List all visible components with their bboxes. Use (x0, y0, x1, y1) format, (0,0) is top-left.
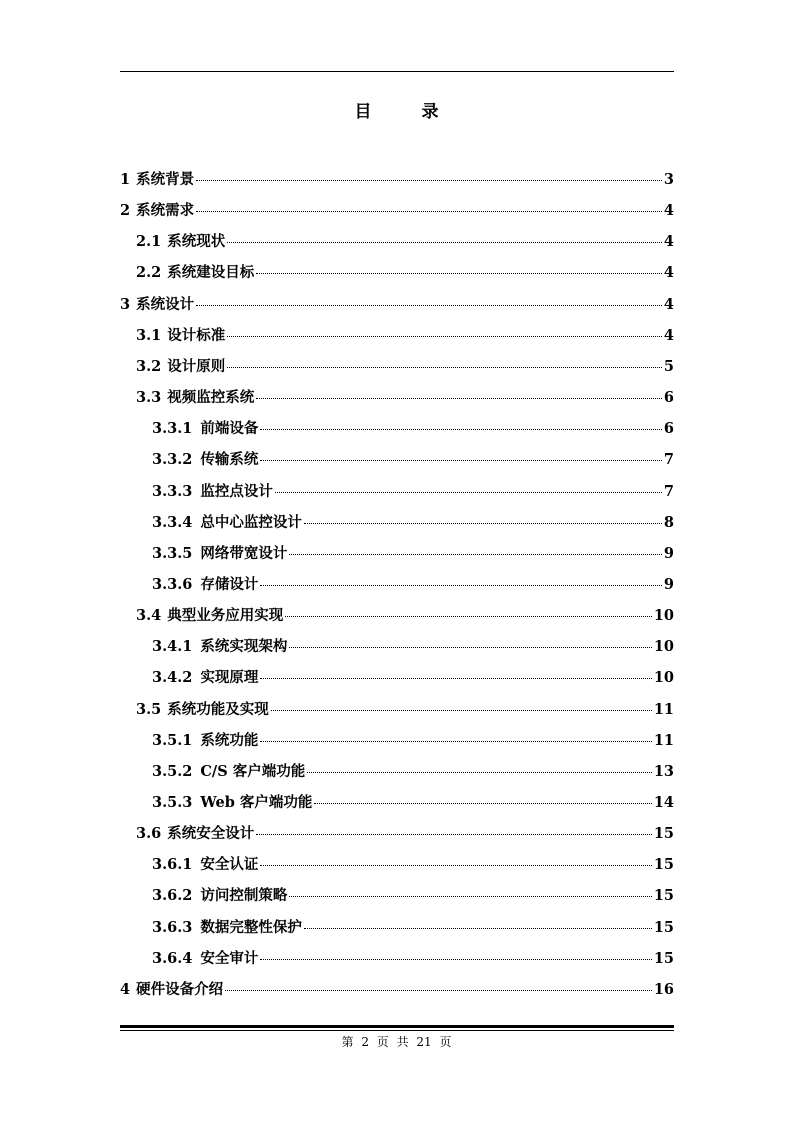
toc-dot-leader (275, 492, 662, 493)
toc-entry-number: 2.1 (136, 233, 162, 251)
toc-entry[interactable] (136, 324, 674, 346)
toc-entry[interactable] (152, 480, 674, 502)
toc-entry-page-number: 3 (663, 171, 674, 188)
toc-entry-label: 系统现状 (167, 233, 226, 251)
toc-dot-leader (304, 928, 652, 929)
toc-dot-leader (289, 647, 651, 648)
toc-entry-page-number: 9 (663, 544, 674, 562)
toc-entry-label: 监控点设计 (200, 482, 273, 500)
toc-entry-label: 系统设计 (136, 295, 195, 313)
toc-entry-page-number: 14 (653, 794, 674, 811)
toc-dot-leader (260, 865, 651, 866)
toc-entry-number: 3.5.3 (152, 794, 193, 811)
toc-entry[interactable] (152, 884, 674, 906)
toc-entry-number: 1 (120, 171, 131, 188)
toc-entry-label: 系统安全设计 (167, 825, 255, 843)
toc-entry-page-number: 9 (663, 575, 674, 593)
toc-entry[interactable] (136, 230, 674, 252)
toc-entry-number: 2.2 (136, 264, 162, 282)
toc-entry-number: 3.6 (136, 825, 162, 843)
toc-entry[interactable] (152, 511, 674, 533)
toc-entry-page-number: 4 (663, 202, 674, 220)
toc-entry-label: 系统功能 (200, 731, 259, 749)
toc-entry-page-number: 10 (653, 638, 674, 656)
toc-entry[interactable] (152, 635, 674, 657)
toc-entry-label: 硬件设备介绍 (136, 980, 224, 998)
toc-entry-page-number: 13 (653, 762, 674, 780)
toc-entry-page-number: 7 (663, 451, 674, 469)
toc-entry-page-number: 16 (653, 980, 674, 998)
toc-entry[interactable] (152, 916, 674, 938)
toc-entry-number: 3.4.2 (152, 669, 193, 687)
toc-entry[interactable] (152, 947, 674, 969)
toc-entry[interactable] (152, 542, 674, 564)
toc-entry-label: 传输系统 (200, 451, 259, 469)
header-rule (120, 71, 674, 72)
toc-entry[interactable] (152, 791, 674, 813)
toc-entry-page-number: 15 (653, 856, 674, 874)
toc-entry-page-number: 10 (653, 669, 674, 687)
toc-entry-number: 3.6.2 (152, 887, 193, 905)
toc-dot-leader (196, 180, 662, 181)
toc-entry[interactable] (152, 666, 674, 688)
toc-entry-label: C/S 客户端功能 (200, 762, 306, 780)
page-footer: 第 2 页 共 21 页 (341, 1035, 452, 1049)
page-title: 目 录 (354, 102, 461, 122)
toc-dot-leader (196, 305, 662, 306)
toc-entry-label: 设计原则 (167, 357, 226, 375)
toc-entry[interactable] (152, 760, 674, 782)
toc-entry-label: 实现原理 (200, 669, 259, 687)
toc-dot-leader (256, 273, 662, 274)
toc-entry-number: 3.1 (136, 326, 162, 344)
toc-entry[interactable] (152, 853, 674, 875)
toc-dot-leader (227, 242, 662, 243)
toc-dot-leader (260, 678, 651, 679)
toc-entry-page-number: 7 (663, 482, 674, 500)
toc-entry-number: 3.3.6 (152, 575, 193, 593)
toc-entry-label: 视频监控系统 (167, 389, 255, 407)
toc-dot-leader (256, 398, 662, 399)
toc-entry-label: 设计标准 (167, 326, 226, 344)
toc-entry-page-number: 6 (663, 389, 674, 407)
toc-dot-leader (271, 710, 652, 711)
toc-entry-label: 系统实现架构 (200, 638, 288, 656)
toc-entry[interactable] (152, 448, 674, 470)
toc-entry-label: 网络带宽设计 (200, 544, 288, 562)
toc-dot-leader (285, 616, 652, 617)
toc-entry-number: 3.3.5 (152, 544, 193, 562)
toc-entry-page-number: 8 (663, 513, 674, 531)
toc-dot-leader (227, 367, 662, 368)
toc-entry-number: 3.6.1 (152, 856, 193, 874)
toc-entry[interactable] (152, 573, 674, 595)
footer-rule (120, 1025, 674, 1031)
toc-entry-label: 系统背景 (136, 171, 195, 188)
toc-entry-label: 安全认证 (200, 856, 259, 874)
toc-entry[interactable] (120, 168, 674, 190)
toc-entry-label: Web 客户端功能 (200, 794, 313, 811)
toc-entry-page-number: 15 (653, 825, 674, 843)
toc-dot-leader (227, 336, 662, 337)
toc-entry-label: 安全审计 (200, 949, 259, 967)
toc-entry-label: 数据完整性保护 (200, 918, 302, 936)
toc-entry-label: 访问控制策略 (200, 887, 288, 905)
toc-entry-page-number: 4 (663, 233, 674, 251)
toc-entry-label: 典型业务应用实现 (167, 607, 284, 625)
toc-entry-number: 3.3.3 (152, 482, 193, 500)
toc-entry[interactable] (136, 698, 674, 720)
toc-dot-leader (225, 990, 652, 991)
toc-dot-leader (260, 429, 662, 430)
toc-entry-label: 存储设计 (200, 575, 259, 593)
toc-entry[interactable] (120, 199, 674, 221)
toc-entry-label: 前端设备 (200, 420, 259, 438)
toc-entry[interactable] (136, 604, 674, 626)
toc-entry-page-number: 15 (653, 887, 674, 905)
toc-dot-leader (289, 896, 651, 897)
toc-entry-page-number: 4 (663, 326, 674, 344)
toc-entry-label: 总中心监控设计 (200, 513, 302, 531)
toc-dot-leader (260, 741, 651, 742)
toc-entry-label: 系统建设目标 (167, 264, 255, 282)
toc-entry-page-number: 5 (663, 357, 674, 375)
toc-entry-page-number: 11 (653, 700, 674, 718)
toc-dot-leader (307, 772, 652, 773)
toc-entry-number: 3.5 (136, 700, 162, 718)
toc-entry[interactable] (152, 417, 674, 439)
toc-entry-label: 系统功能及实现 (167, 700, 269, 718)
toc-entry-number: 4 (120, 980, 131, 998)
toc-entry-number: 3.3 (136, 389, 162, 407)
toc-entry-number: 3.5.2 (152, 762, 193, 780)
toc-entry[interactable] (136, 822, 674, 844)
toc-entry-page-number: 10 (653, 607, 674, 625)
toc-entry-label: 系统需求 (136, 202, 195, 220)
toc-entry[interactable] (136, 386, 674, 408)
toc-entry[interactable] (136, 261, 674, 283)
toc-dot-leader (260, 959, 651, 960)
toc-entry-number: 3.5.1 (152, 731, 193, 749)
toc-dot-leader (260, 585, 662, 586)
toc-dot-leader (256, 834, 652, 835)
toc-entry-page-number: 15 (653, 918, 674, 936)
toc-entry-page-number: 15 (653, 949, 674, 967)
toc-entry-page-number: 4 (663, 295, 674, 313)
toc-entry-number: 2 (120, 202, 131, 220)
toc-dot-leader (304, 523, 662, 524)
toc-entry[interactable] (120, 978, 674, 1000)
toc-entry-page-number: 11 (653, 731, 674, 749)
toc-entry-number: 3.6.4 (152, 949, 193, 967)
toc-entry[interactable] (136, 355, 674, 377)
toc-entry-number: 3.3.1 (152, 420, 193, 438)
toc-entry-number: 3.2 (136, 357, 162, 375)
toc-dot-leader (196, 211, 662, 212)
toc-entry[interactable] (120, 293, 674, 315)
toc-dot-leader (289, 554, 662, 555)
toc-entry-page-number: 4 (663, 264, 674, 282)
toc-entry-number: 3.4 (136, 607, 162, 625)
toc-entry-number: 3.4.1 (152, 638, 193, 656)
toc-entry-number: 3.3.4 (152, 513, 193, 531)
toc-entry[interactable] (152, 729, 674, 751)
toc-dot-leader (314, 803, 651, 804)
toc-dot-leader (260, 460, 662, 461)
toc-entry-number: 3 (120, 295, 131, 313)
toc-entry-number: 3.6.3 (152, 918, 193, 936)
toc-entry-number: 3.3.2 (152, 451, 193, 469)
toc-entry-page-number: 6 (663, 420, 674, 438)
